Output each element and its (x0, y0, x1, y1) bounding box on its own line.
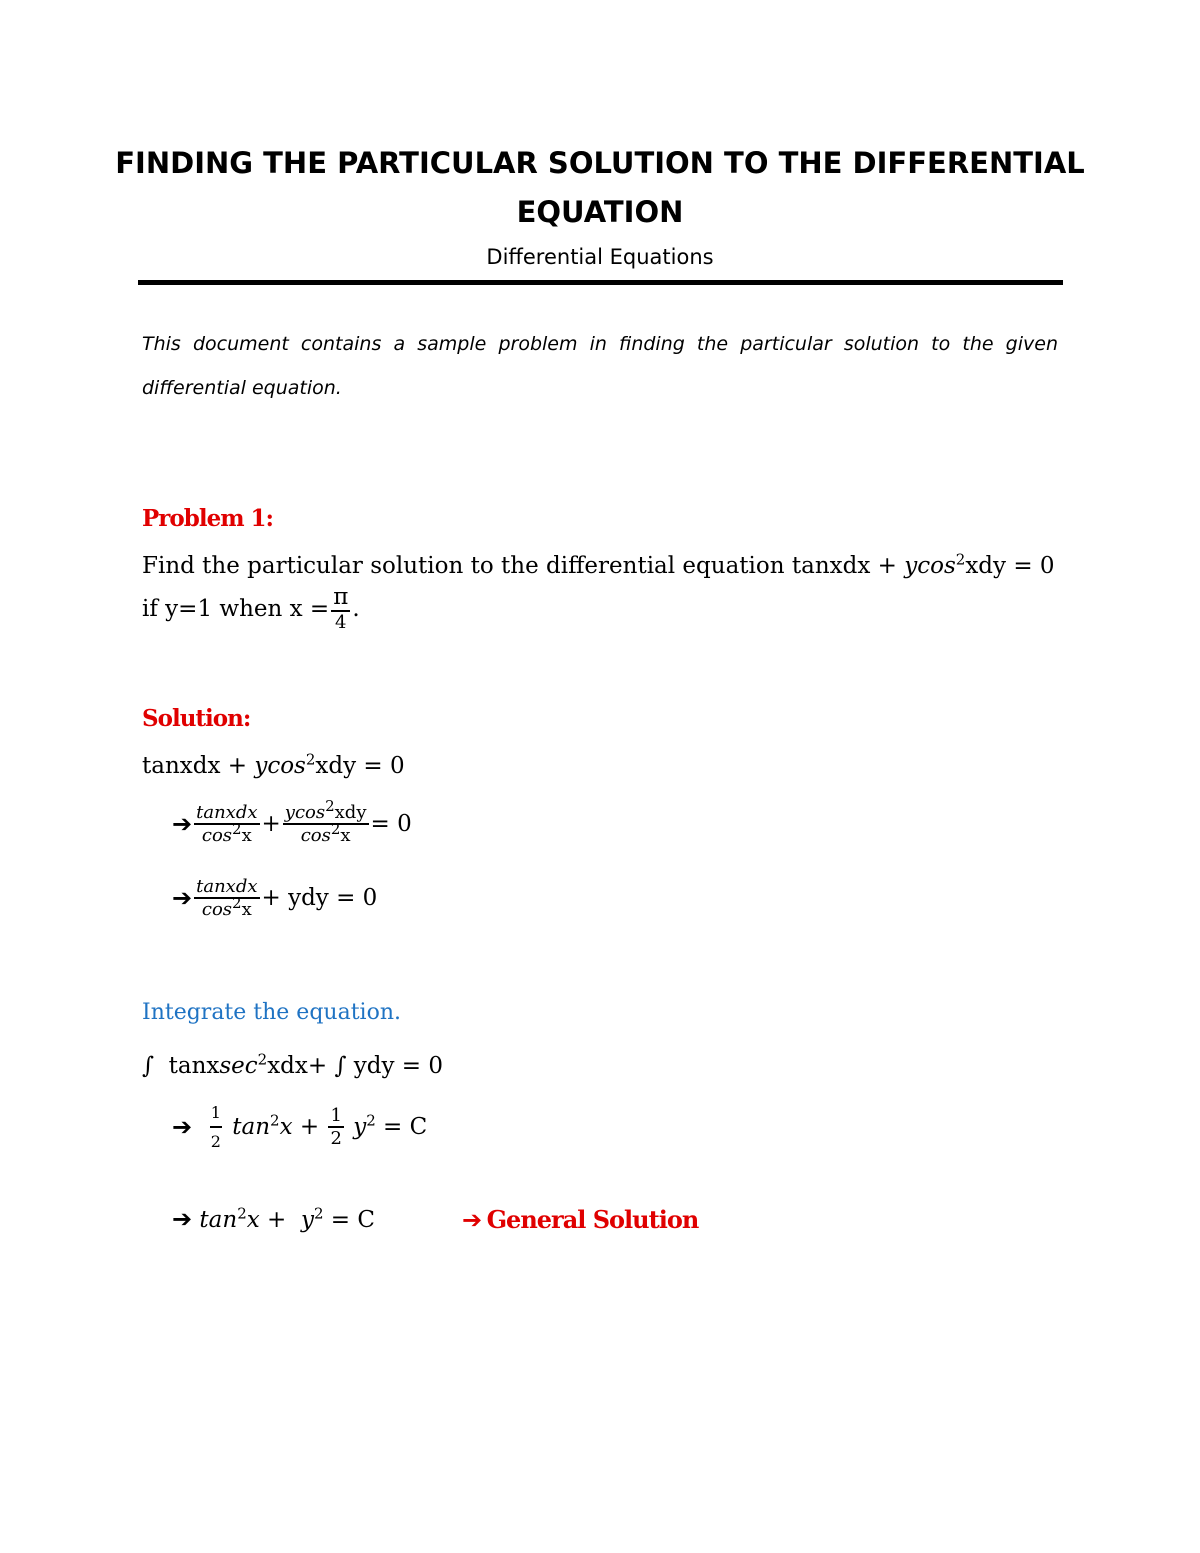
step1-fraction2 (283, 797, 369, 846)
step2-den1-c: x (241, 899, 252, 920)
general-solution-text: General Solution (486, 1205, 699, 1234)
solution-line1 (142, 750, 405, 779)
half2-num: 1 (330, 1105, 342, 1126)
problem-eq-sq: 2 (955, 550, 966, 569)
arrow-icon: ➔ (172, 1113, 193, 1141)
step1-den1-sq: 2 (232, 820, 242, 838)
sol-line1-a: tanxdx + (142, 753, 255, 779)
four-number: 4 (335, 612, 347, 633)
is1-y-sq: 2 (366, 1111, 376, 1130)
int-line-sec: sec (219, 1053, 258, 1079)
step1-den1-c: x (241, 825, 252, 846)
step1-den2-a: cos (300, 825, 331, 846)
is2-tan: tan (199, 1207, 238, 1233)
half2-den: 2 (330, 1128, 342, 1149)
condition-text: if y=1 when x = (142, 595, 330, 622)
int-line-a: tanx (168, 1053, 220, 1079)
general-solution-label (462, 1205, 698, 1234)
pi-over-four (331, 584, 350, 633)
intro-line2: differential equation. (142, 377, 342, 399)
arrow-right-icon: ➔ (462, 1206, 483, 1234)
is2-x: x + (246, 1207, 294, 1233)
sol-line1-sq: 2 (305, 750, 316, 769)
solution-step1 (172, 797, 412, 846)
step1-den2-sq: 2 (330, 820, 341, 838)
is2-y-sq: 2 (313, 1204, 324, 1223)
problem-eq-plus: + (870, 553, 905, 579)
step2-den1-sq: 2 (232, 894, 242, 912)
step1-fraction1 (194, 802, 259, 846)
solution-heading: Solution: (142, 705, 251, 732)
integral-sign-2: ∫ (334, 1053, 347, 1079)
step2-rest: + ydy = 0 (261, 885, 378, 911)
doc-title-line1: FINDING THE PARTICULAR SOLUTION TO THE DIFFERENTIAL (115, 146, 1085, 180)
is1-tan: tan (232, 1114, 271, 1140)
is1-y: y (353, 1114, 367, 1140)
integrate-heading: Integrate the equation. (142, 1000, 401, 1025)
is1-eq: = C (375, 1114, 428, 1140)
step1-num2-sq: 2 (325, 797, 335, 815)
step1-num1: tanxdx (196, 802, 258, 823)
is1-sq: 2 (270, 1111, 280, 1130)
problem-condition (142, 584, 360, 633)
integral-line (142, 1050, 443, 1079)
step2-fraction (194, 876, 259, 920)
problem-eq-tanxdx: tanxdx (791, 553, 871, 579)
problem-eq-zero: = 0 (1006, 553, 1055, 579)
step1-plus: + (261, 811, 281, 837)
problem-statement (142, 550, 1055, 579)
int-line-e: ydy = 0 (346, 1053, 443, 1079)
half-fraction-2 (328, 1105, 343, 1149)
integrate-step1 (172, 1103, 427, 1151)
half-fraction (209, 1103, 223, 1151)
intro-line1: This document contains a sample problem in finding the particular solution to the given (142, 333, 1058, 355)
is2-y: y (300, 1207, 314, 1233)
doc-subtitle: Differential Equations (486, 245, 714, 269)
half-num: 1 (210, 1103, 221, 1122)
condition-period: . (352, 595, 360, 622)
sol-line1-d: xdy = 0 (315, 753, 405, 779)
is2-sq: 2 (237, 1204, 247, 1223)
arrow-icon: ➔ (172, 1205, 193, 1233)
intro-paragraph (142, 322, 1058, 410)
problem-text: Find the particular solution to the differential equation (142, 553, 785, 579)
problem-eq-xdy: xdy (965, 553, 1007, 579)
pi-symbol: π (333, 584, 349, 610)
problem-heading: Problem 1: (142, 505, 274, 532)
arrow-icon: ➔ (172, 810, 193, 838)
int-line-sq: 2 (257, 1050, 268, 1069)
integral-sign: ∫ (142, 1053, 154, 1079)
doc-title-line2: EQUATION (516, 195, 684, 229)
integrate-step2 (172, 1205, 375, 1233)
problem-eq-y: y (904, 553, 918, 579)
title-divider (138, 280, 1063, 285)
step1-eq: = 0 (370, 811, 412, 837)
solution-step2 (172, 876, 377, 920)
step2-num1: tanxdx (196, 876, 258, 897)
step1-den2-c: x (340, 825, 351, 846)
is1-x: x + (279, 1114, 327, 1140)
problem-eq-cos: cos (917, 553, 956, 579)
step2-den1-a: cos (201, 899, 233, 920)
half-den: 2 (210, 1132, 221, 1151)
step1-den1-a: cos (201, 825, 233, 846)
int-line-d: xdx+ (267, 1053, 335, 1079)
sol-line1-b: ycos (254, 753, 306, 779)
step1-num2-a: ycos (284, 802, 326, 823)
is2-eq: = C (323, 1207, 375, 1233)
step1-num2-c: xdy (334, 802, 367, 823)
arrow-icon: ➔ (172, 884, 193, 912)
